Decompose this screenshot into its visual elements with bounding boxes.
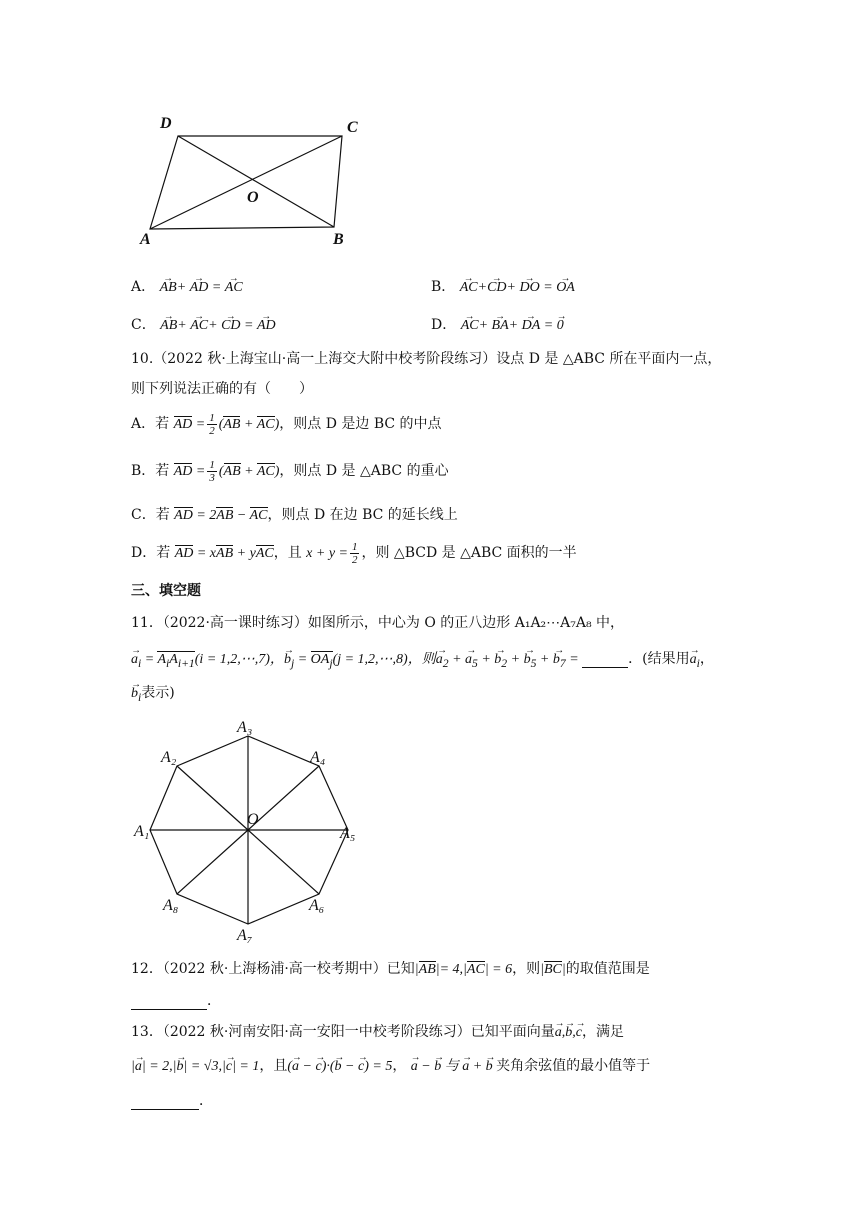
q9-option-d [431, 314, 564, 334]
q13-dot-product: (→ a − → c)·(→ b − → c) = 5 [287, 1059, 392, 1074]
q12-tail: 的取值范围是 [565, 961, 650, 977]
q13-conditions [131, 1055, 650, 1075]
vertex-label-a2: A₂ [161, 749, 177, 766]
vertex-label-a3: A₃ [237, 719, 253, 736]
section-heading-fill-in: 三、填空题 [131, 583, 201, 599]
octagon-spoke [248, 766, 319, 830]
q10-stem-line1: 10.（2022 秋·上海宝山·高一上海交大附中校考阶段练习）设点 D 是 △ABC 所在平面内一点， [131, 351, 722, 367]
q13-vectors: → a,→ b,→ c [555, 1025, 582, 1040]
q9-option-a-letter: A． [131, 279, 156, 295]
q10-option-d-condition: x + y = $\frac{1}{2}$ [306, 541, 358, 567]
q10-option-b-formula: AD = $\frac{1}{3}$ (AB + AC) [173, 459, 280, 485]
q10-option-c-prefix: C．若 [131, 507, 170, 523]
q12-stem [131, 958, 650, 978]
q9-option-a-formula: → AB+ → AD = → AC [160, 280, 243, 295]
vertex-label-a8: A₈ [163, 897, 179, 914]
q9-option-c [131, 314, 276, 334]
q11-vector-bi: → $b_i$ [131, 686, 141, 701]
q11-stem-line2: → $a_i = A_iA_{i+1}(i$ = 1,2,⋯,7)，→ $b_j = OA_j(j$ = 1,2,⋯,8)，则→ $a_2$ + → $a_5$ + → $b_2$ + → $b_5$ + → $b_7$ = ．(结果用→ $a_i$， [131, 648, 714, 670]
q11-definitions: → $a_i = A_iA_{i+1}(i$ = 1,2,⋯,7)，→ $b_j = OA_j(j$ = 1,2,⋯,8)，则→ $a_2$ + → $a_5$ + → $b_2$ + → $b_5$ + → $b_7$ = [131, 652, 582, 667]
q13-tail: 夹角余弦值的最小值等于 [496, 1058, 651, 1074]
q13-end: ． [199, 1093, 213, 1109]
q12-stem-text: 12．（2022 秋·上海杨浦·高一校考期中）已知 [131, 961, 415, 977]
q11-vector-ai: → $a_i$ [690, 652, 700, 667]
q13-stem-text: 13．（2022 秋·河南安阳·高一安阳一中校考阶段练习）已知平面向量 [131, 1024, 555, 1040]
q9-option-d-letter: D． [431, 317, 457, 333]
q12-suffix: ，则 [512, 961, 541, 977]
vertex-label-a: A [140, 231, 151, 248]
diagonal-bd [178, 136, 334, 227]
q12-answer-blank[interactable] [131, 993, 207, 1010]
q9-option-a [131, 276, 243, 296]
q12-answer-line [131, 990, 221, 1010]
vertex-label-a4: A₄ [310, 749, 326, 766]
q10-option-a-suffix: ，则点 D 是边 BC 的中点 [279, 416, 442, 432]
q10-option-b-prefix: B．若 [131, 463, 170, 479]
octagon-figure [130, 716, 370, 946]
vertex-label-a6: A₆ [309, 897, 325, 914]
q9-option-d-formula: → AC+ → BA+ → DA = → 0 [461, 318, 564, 333]
q12-target: |BC| [540, 962, 566, 977]
q10-option-c-suffix: ，则点 D 在边 BC 的延长线上 [267, 507, 458, 523]
q10-option-d-prefix: D．若 [131, 545, 171, 561]
q12-given: |AB|= 4,|AC| = 6 [414, 962, 513, 977]
q13-stem-tail: ，满足 [582, 1024, 625, 1040]
center-label-o: O [247, 189, 259, 206]
q10-option-a-prefix: A．若 [131, 416, 170, 432]
q13-vector-pair: → a − → b 与 → a + → b [411, 1059, 496, 1074]
vertex-label-c: C [347, 119, 358, 136]
q11-result-note: ．(结果用 [628, 651, 690, 667]
q9-option-c-formula: → AB+ → AC+ → CD = → AD [160, 318, 275, 333]
vertex-label-a1: A₁ [134, 823, 150, 840]
q10-option-d-formula: AD = xAB + yAC [174, 546, 274, 561]
q10-option-a [131, 412, 442, 437]
q13-mid: ，且 [259, 1058, 288, 1074]
octagon-spoke [177, 830, 248, 894]
q11-stem-line1: 11．（2022·高一课时练习）如图所示，中心为 O 的正八边形 A₁A₂⋯A₇A₈ 中， [131, 615, 625, 631]
vertex-label-a5: A₅ [340, 825, 356, 842]
vertex-label-a7: A₇ [237, 927, 253, 944]
octagon-spoke [177, 766, 248, 830]
q13-magnitudes: |→ a| = 2,|→ b| = √3,|→ c| = 1 [131, 1059, 259, 1074]
q10-option-a-formula: AD = $\frac{1}{2}$ (AB + AC) [173, 412, 280, 438]
center-label-o: O [247, 811, 259, 828]
q10-option-d-mid: ，且 [273, 545, 302, 561]
q10-option-d [131, 541, 577, 566]
q10-option-d-suffix: ，则 △BCD 是 △ABC 面积的一半 [361, 545, 577, 561]
q13-comma: ， [392, 1058, 407, 1074]
q13-answer-blank[interactable] [131, 1093, 199, 1110]
q10-option-b [131, 459, 449, 484]
vertex-label-b: B [333, 231, 344, 248]
q9-option-b [431, 276, 575, 296]
q11-stem-line3 [131, 682, 175, 704]
q10-option-b-suffix: ，则点 D 是 △ABC 的重心 [279, 463, 449, 479]
q10-option-c-formula: AD = 2AB − AC [174, 508, 268, 523]
q9-option-b-letter: B． [431, 279, 456, 295]
q10-option-c [131, 504, 458, 524]
vertex-label-d: D [160, 115, 172, 132]
q10-stem-line2: 则下列说法正确的有（ ） [131, 381, 313, 397]
parallelogram-figure [130, 108, 370, 248]
q9-option-c-letter: C． [131, 317, 156, 333]
q12-end: ． [207, 993, 221, 1009]
q13-stem [131, 1021, 624, 1041]
q11-tail: 表示) [141, 685, 175, 701]
q11-answer-blank[interactable] [582, 651, 628, 668]
octagon-spoke [248, 830, 319, 894]
q9-option-b-formula: → AC+→ CD+ → DO = → OA [460, 280, 575, 295]
q13-answer-line [131, 1090, 213, 1110]
